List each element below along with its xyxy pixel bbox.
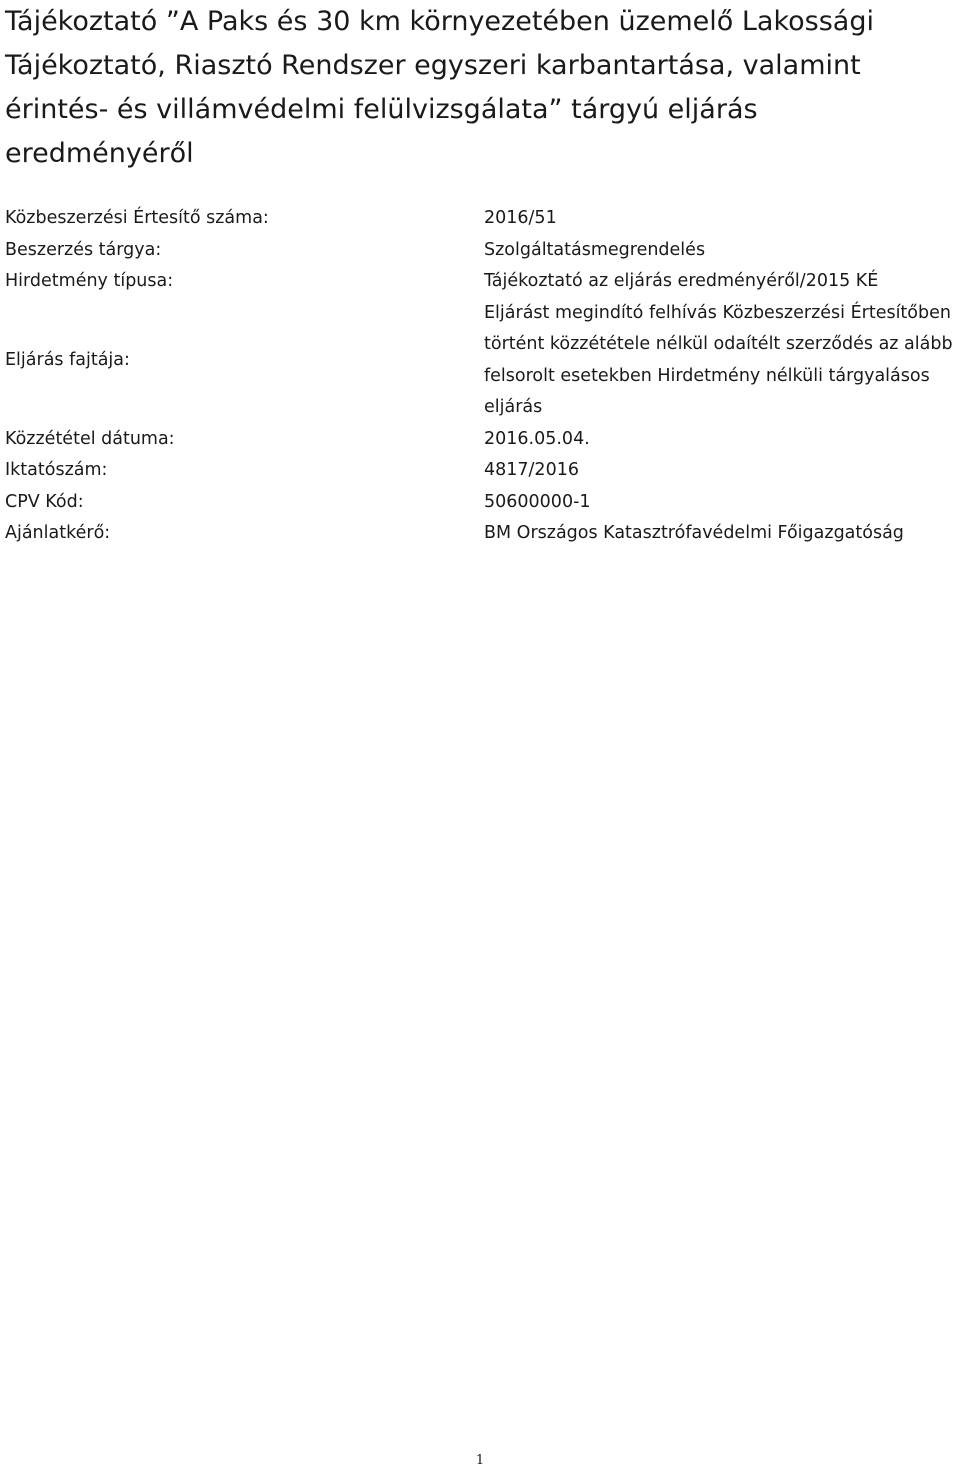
field-value: 50600000-1: [484, 491, 591, 512]
field-label: Közbeszerzési Értesítő száma:: [5, 208, 269, 228]
field-label: Hirdetmény típusa:: [5, 271, 174, 291]
field-label: Közzététel dátuma:: [5, 428, 175, 449]
document-title: Tájékoztató ”A Paks és 30 km környezetében üzemelő Lakossági Tájékoztató, Riasztó Rendszer egyszeri karbantartása, valamint érintés- és villámvédelmi felülvizsgálata” tárgyú eljárás eredményéről: [5, 6, 874, 169]
field-value: Eljárást megindító felhívás Közbeszerzési Értesítőben történt közzététele nélkül odaítélt szerződés az alább felsorolt esetekben Hirdetmény nélküli tárgyalásos eljárás: [484, 302, 953, 417]
field-label: Ajánlatkérő:: [5, 523, 111, 543]
field-row-kozzetetel-datuma: [5, 424, 955, 456]
field-label: Iktatószám:: [5, 460, 108, 480]
field-row-eljaras-fajtaja: [5, 298, 955, 424]
field-value: 4817/2016: [484, 460, 579, 480]
field-value: Tájékoztató az eljárás eredményéről/2015 KÉ: [484, 271, 879, 291]
page-number: 1: [475, 1453, 485, 1468]
field-value: Szolgáltatásmegrendelés: [484, 239, 706, 260]
field-row-ajanlatkero: [5, 518, 955, 550]
field-label: Beszerzés tárgya:: [5, 239, 162, 260]
field-label: CPV Kód:: [5, 491, 84, 512]
field-value: 2016.05.04.: [484, 428, 590, 449]
field-row-beszerzes-targya: [5, 235, 955, 267]
field-row-iktatoszam: [5, 455, 955, 487]
field-row-hirdetmeny-tipusa: [5, 266, 955, 298]
field-label: Eljárás fajtája:: [5, 349, 130, 370]
field-row-cpv-kod: [5, 487, 955, 519]
field-value: 2016/51: [484, 208, 557, 228]
field-value: BM Országos Katasztrófavédelmi Főigazgatóság: [484, 523, 904, 543]
metadata-table: [5, 203, 955, 550]
field-row-ertesito-szama: [5, 203, 955, 235]
